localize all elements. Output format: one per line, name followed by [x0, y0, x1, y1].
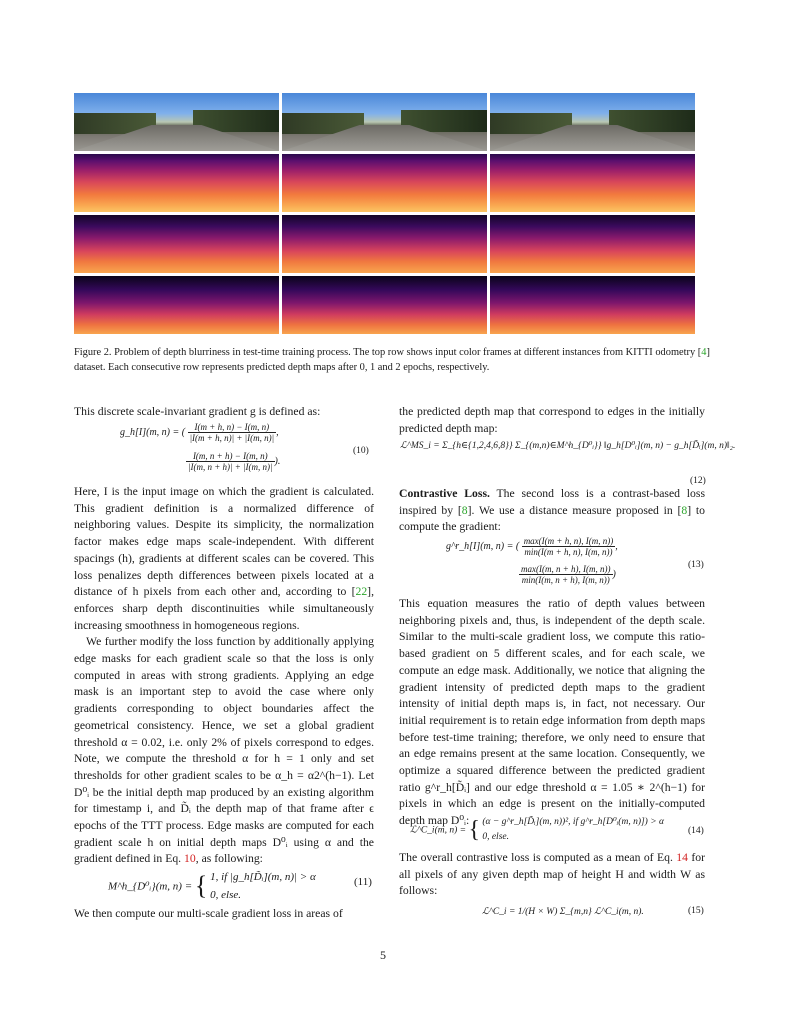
equation-10-number: (10) [353, 446, 369, 456]
right-col-overall [399, 850, 705, 900]
left-paragraph-3: We further modify the loss function by additionally applying edge masks for each gradient scale so that the loss is only computed in areas with strong gradients. Applying an edge mask is an important step to avoid the case where only gradients corresponding to object boundaries affect the geometrical consistency. Hence, we set a global gradient threshold α = 0.02, i.e. only 2% of pixels correspond to edges. Note, we compute the threshold α for h = 1 only and set thresholds for other gradient scales to be α_h = α2^(h−1). Let D⁰ᵢ be the initial depth map produced by an existing algorithm for timestamp i, and D̃ᵢ the depth map of that frame after ϵ epochs of the TTT process. Edge masks are computed for each gradient scale h on initial depth maps D⁰ᵢ using α and the gradient defined in Eq. 10, as following: [74, 635, 374, 866]
equation-12: ℒ^MS_i = Σ_{h∈{1,2,4,6,8}} Σ_{(m,n)∈M^h_{D⁰ᵢ}} ‖g_h[D⁰ᵢ](m, n) − g_h[D̃ᵢ](m, n)‖₂. [400, 441, 736, 451]
depth-map-epoch-2-frame-3 [490, 276, 695, 334]
left-col-body [74, 484, 374, 868]
left-paragraph-4: We then compute our multi-scale gradient loss in areas of [74, 907, 343, 920]
citation-link-8a[interactable]: 8 [461, 503, 468, 517]
right-paragraph-1: the predicted depth map that correspond to edges in the initially predicted depth map: [399, 405, 705, 435]
equation-12-number: (12) [690, 476, 706, 486]
color-frame-1 [74, 93, 279, 151]
left-paragraph-2: Here, I is the input image on which the gradient is calculated. This gradient definition is a normalized difference of neighboring values. Despite its simplicity, the normalization factor makes edge maps scale-independent. With different spacings (h), gradients at different scales can be covered. This loss penalizes depth differences between pixels located at a distance of h pixels from each other and, according to [22], enforces sharp depth discontinuities while simultaneously increasing smoothness in homogeneous regions. [74, 485, 374, 632]
right-paragraph-4: The overall contrastive loss is computed as a mean of Eq. 14 for all pixels of any given depth map of height H and width W as follows: [399, 851, 705, 898]
right-paragraph-2: Contrastive Loss. The second loss is a contrast-based loss inspired by [8]. We use a distance measure proposed in [8] to compute the gradient: [399, 487, 706, 534]
figure-caption: Figure 2. Problem of depth blurriness in test-time training process. The top row shows input color frames at different instances from KITTI odometry [4] dataset. Each consecutive row represents predicted depth maps after 0, 1 and 2 epochs, respectively. [74, 347, 710, 373]
equation-15-number: (15) [688, 906, 704, 916]
left-col-intro [74, 404, 374, 421]
equation-15: ℒ^C_i = 1/(H × W) Σ_{m,n} ℒ^C_i(m, n). [482, 907, 644, 917]
depth-map-epoch-1-frame-2 [282, 215, 487, 273]
equation-13-second-term: $\frac{\max(I(m, n + h), I(m, n))}{\min(I(m, n + h), I(m, n))}$ ) [521, 564, 616, 585]
right-col-body [399, 596, 705, 830]
right-col-intro [399, 404, 705, 437]
figure-2-image-grid [74, 93, 694, 337]
right-col-contrastive [399, 486, 705, 536]
equation-11: M^h_{D⁰ᵢ}(m, n) = { 1, if |g_h[D̃ᵢ](m, n)| > α 0, else. [108, 871, 316, 901]
depth-map-epoch-0-frame-2 [282, 154, 487, 212]
depth-map-epoch-1-frame-1 [74, 215, 279, 273]
page-number: 5 [380, 948, 386, 962]
equation-14-number: (14) [688, 826, 704, 836]
equation-10-second-term: $\frac{I(m, n + h) - I(m, n)}{|I(m, n + h)| + |I(m, n)|}$ ). [188, 451, 281, 472]
equation-13: g^r_h[I](m, n) = ( $\frac{\max(I(m + h, n), I(m, n))}{\min(I(m + h, n), I(m, n))}$ , [446, 536, 618, 557]
equation-ref-14[interactable]: 14 [676, 851, 688, 864]
left-paragraph-1: This discrete scale-invariant gradient g is defined as: [74, 405, 321, 418]
depth-map-epoch-0-frame-3 [490, 154, 695, 212]
equation-11-number: (11) [354, 876, 372, 888]
depth-map-epoch-2-frame-1 [74, 276, 279, 334]
depth-map-epoch-1-frame-3 [490, 215, 695, 273]
caption-citation-link[interactable]: 4 [701, 347, 707, 358]
equation-14: ℒ^C_i(m, n) = { (α − g^r_h[D̃ᵢ](m, n))², if g^r_h[D⁰ᵢ(m, n)]) > α 0, else. [410, 816, 664, 843]
depth-map-epoch-0-frame-1 [74, 154, 279, 212]
left-col-end [74, 906, 374, 923]
citation-link-8b[interactable]: 8 [681, 503, 688, 517]
citation-link-22[interactable]: 22 [355, 585, 368, 599]
color-frame-3 [490, 93, 695, 151]
equation-10: g_h[I](m, n) = ( $\frac{I(m + h, n) - I(m, n)}{|I(m + h, n)| + |I(m, n)|}$ , [120, 422, 279, 443]
equation-ref-10[interactable]: 10 [184, 852, 196, 866]
right-paragraph-3: This equation measures the ratio of depth values between neighboring pixels and, thus, is independent of the depth scale. Similar to the multi-scale gradient loss, we compute this ratio-based gradient on 5 different scales, and for each scale, we compute an edge mask. Additionally, we notice that aligning the gradient intensity of predicted depth maps to the gradient intensity of initial depth maps is, in fact, not necessary. Our initial requirement is to retain edge information from depth maps before test-time training; therefore, we only need to ensure that an edge remains present at the same location. Consequently, we optimize a squared difference between the predicted gradient ratio g^r_h[D̃ᵢ] and our edge threshold α = 1.05 ∗ 2^(h−1) for pixels in which an edge is present on the initially-computed depth map D⁰ᵢ: [399, 597, 705, 828]
equation-13-number: (13) [688, 560, 704, 570]
color-frame-2 [282, 93, 487, 151]
depth-map-epoch-2-frame-2 [282, 276, 487, 334]
